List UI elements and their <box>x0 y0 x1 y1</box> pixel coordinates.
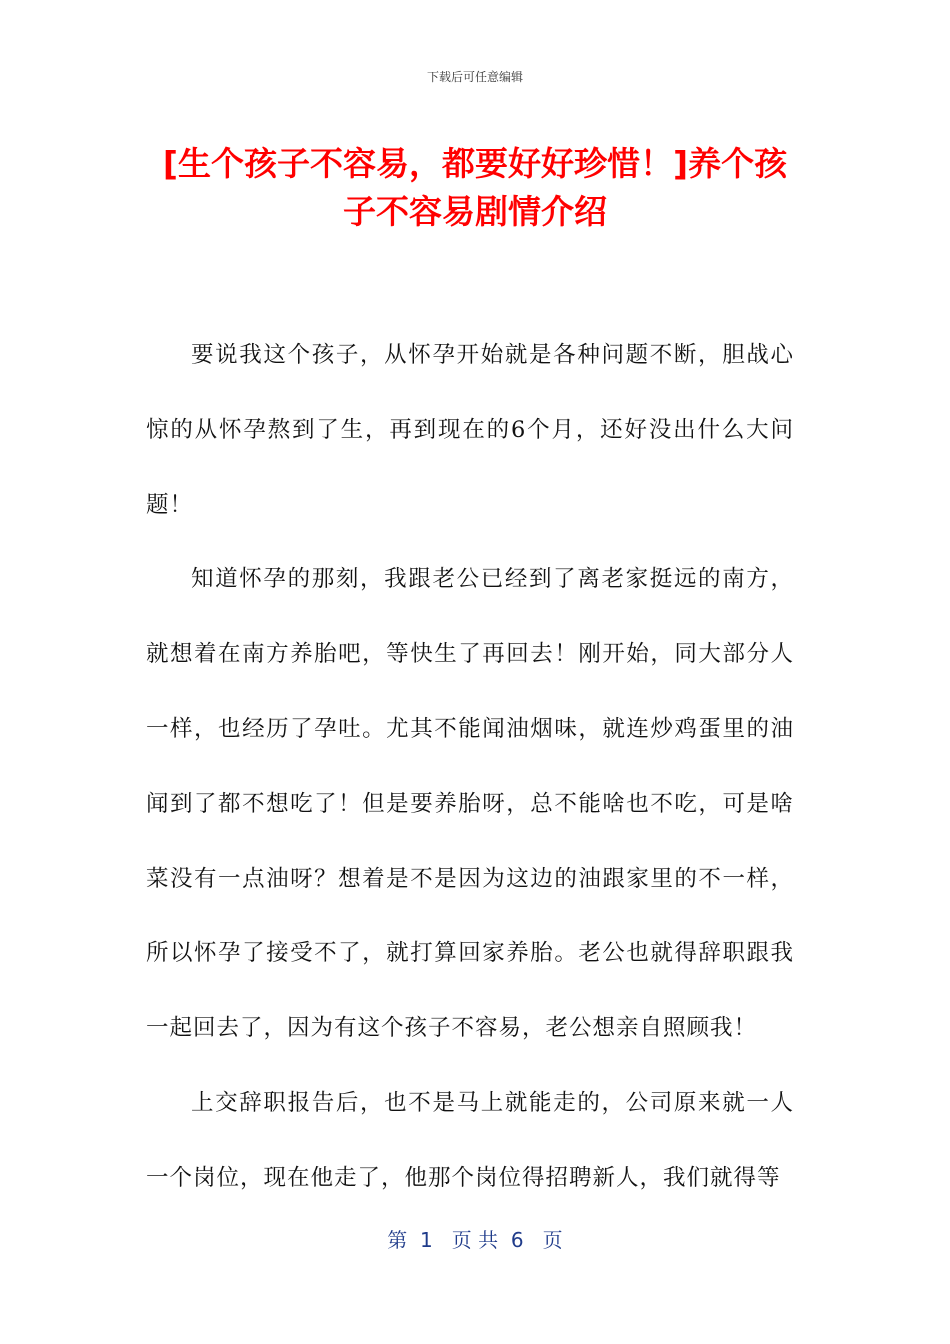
paragraph-1: 要说我这个孩子，从怀孕开始就是各种问题不断，胆战心惊的从怀孕熬到了生，再到现在的6个月，还好没出什么大问题！ <box>146 342 794 518</box>
paragraph-3: 上交辞职报告后，也不是马上就能走的，公司原来就一人一个岗位，现在他走了，他那个岗位得招聘新人，我们就得等 <box>146 1089 794 1191</box>
paragraph-2: 知道怀孕的那刻，我跟老公已经到了离老家挺远的南方，就想着在南方养胎吧，等快生了再回去！刚开始，同大部分人一样，也经历了孕吐。尤其不能闻油烟味，就连炒鸡蛋里的油闻到了都不想吃了！但是要养胎呀，总不能啥也不吃，可是啥菜没有一点油呀？想着是不是因为这边的油跟家里的不一样，所以怀孕了接受不了，就打算回家养胎。老公也就得辞职跟我一起回去了，因为有这个孩子不容易，老公想亲自照顾我！ <box>146 566 794 1042</box>
header-note: 下载后可任意编辑 <box>426 70 523 84</box>
document-body <box>146 318 794 1216</box>
page-number-footer: 第 1 页 共 6 页 <box>387 1228 563 1252</box>
document-title: [生个孩子不容易，都要好好珍惜！]养个孩子不容易剧情介绍 <box>162 144 788 231</box>
